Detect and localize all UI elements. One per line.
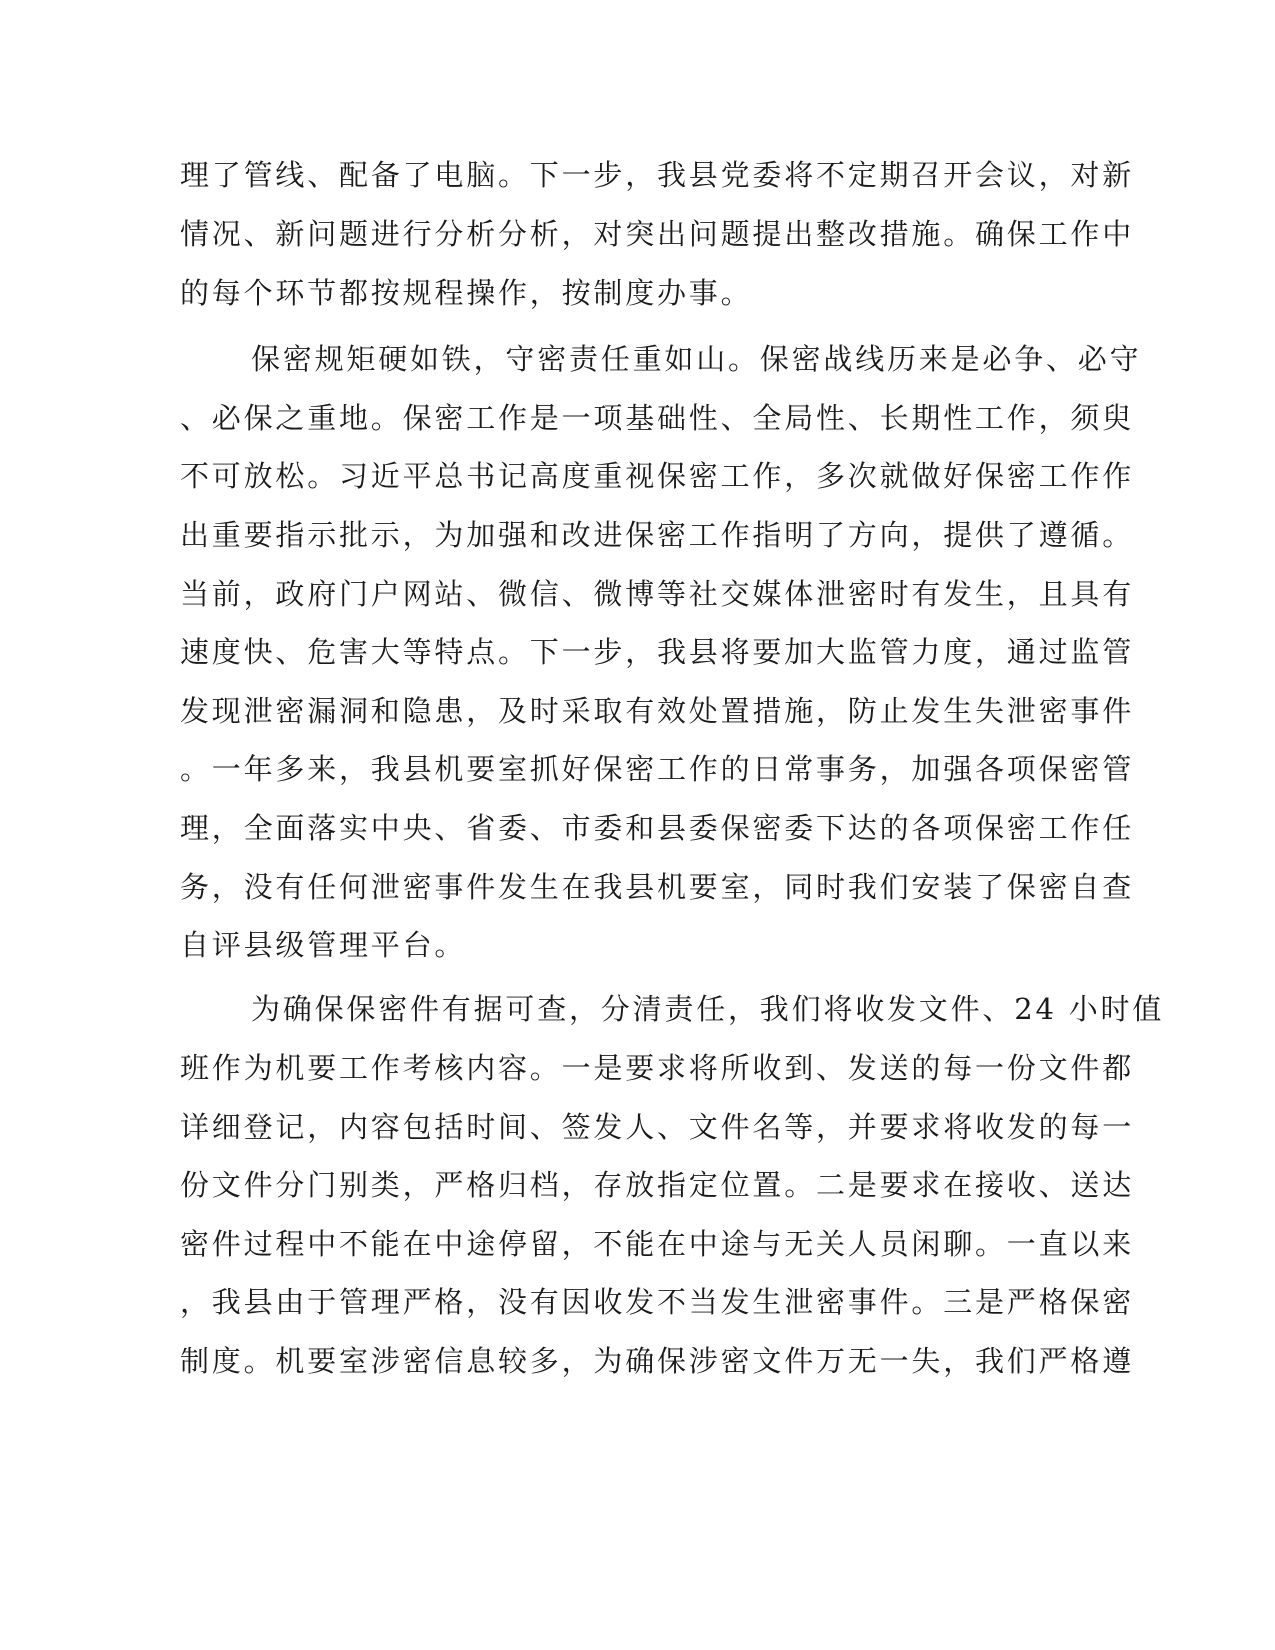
text-line: 理了管线、配备了电脑。下一步，我县党委将不定期召开会议，对新 bbox=[180, 158, 1135, 192]
text-line: 班作为机要工作考核内容。一是要求将所收到、发送的每一份文件都 bbox=[180, 1051, 1135, 1085]
text-line: 详细登记，内容包括时间、签发人、文件名等，并要求将收发的每一 bbox=[180, 1110, 1135, 1144]
text-line: 当前，政府门户网站、微信、微博等社交媒体泄密时有发生，且具有 bbox=[180, 577, 1135, 611]
text-line: 发现泄密漏洞和隐患，及时采取有效处置措施，防止发生失泄密事件 bbox=[180, 694, 1135, 728]
text-line: 。一年多来，我县机要室抓好保密工作的日常事务，加强各项保密管 bbox=[180, 752, 1135, 786]
text-line: 自评县级管理平台。 bbox=[180, 928, 467, 962]
paragraph-first-line: 为确保保密件有据可查，分清责任，我们将收发文件、24 小时值 bbox=[251, 992, 1165, 1026]
text-line: 份文件分门别类，严格归档，存放指定位置。二是要求在接收、送达 bbox=[180, 1168, 1135, 1202]
text-line: 情况、新问题进行分析分析，对突出问题提出整改措施。确保工作中 bbox=[180, 217, 1135, 251]
text-line: 的每个环节都按规程操作，按制度办事。 bbox=[180, 276, 753, 310]
text-line: 速度快、危害大等特点。下一步，我县将要加大监管力度，通过监管 bbox=[180, 635, 1135, 669]
text-line: 务，没有任何泄密事件发生在我县机要室，同时我们安装了保密自查 bbox=[180, 870, 1135, 904]
text-line: ，我县由于管理严格，没有因收发不当发生泄密事件。三是严格保密 bbox=[180, 1285, 1135, 1319]
paragraph-first-line: 保密规矩硬如铁，守密责任重如山。保密战线历来是必争、必守 bbox=[251, 342, 1142, 376]
text-line: 制度。机要室涉密信息较多，为确保涉密文件万无一失，我们严格遵 bbox=[180, 1344, 1135, 1378]
text-line: 出重要指示批示，为加强和改进保密工作指明了方向，提供了遵循。 bbox=[180, 518, 1135, 552]
text-line: 密件过程中不能在中途停留，不能在中途与无关人员闲聊。一直以来 bbox=[180, 1227, 1135, 1261]
text-line: 不可放松。习近平总书记高度重视保密工作，多次就做好保密工作作 bbox=[180, 459, 1135, 493]
text-line: 、必保之重地。保密工作是一项基础性、全局性、长期性工作，须臾 bbox=[180, 401, 1135, 435]
text-line: 理，全面落实中央、省委、市委和县委保密委下达的各项保密工作任 bbox=[180, 811, 1135, 845]
